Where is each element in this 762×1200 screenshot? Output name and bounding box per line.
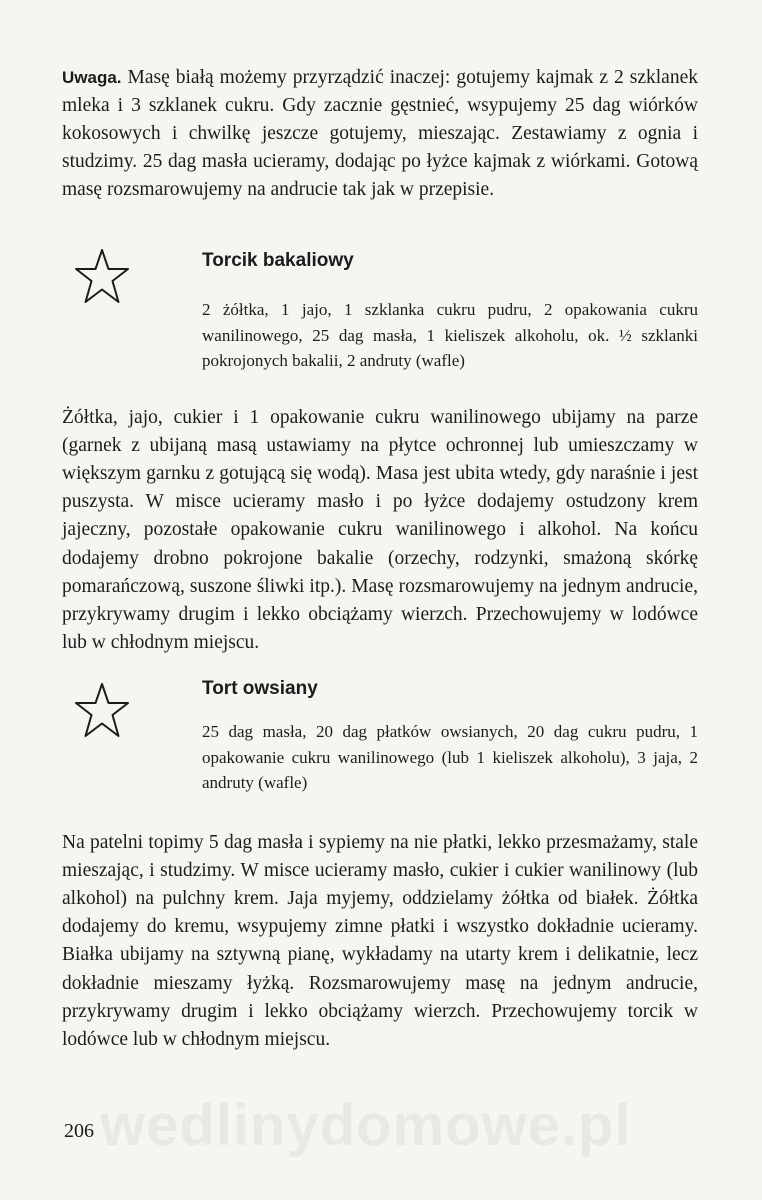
page-number: 206: [64, 1120, 94, 1142]
recipe-instructions: Żółtka, jajo, cukier i 1 opakowanie cukru wanilinowego ubijamy na parze (garnek z ubijaną masą ustawiamy na płytce ochronnej lub umieszczamy w większym garnku z gotującą się wodą). Masa jest ubita wtedy, gdy naraśnie i jest puszysta. W misce ucieramy masło i po łyżce dodajemy ostudzony krem jajeczny, pozostałe opakowanie cukru wanilinowego i alkohol. Na końcu dodajemy drobno pokrojone bakalie (orzechy, rodzynki, smażoną skórkę pomarańczową, suszone śliwki itp.). Masę rozsmarowujemy na jednym andrucie, przykrywamy drugim i lekko obciążamy wierzch. Przechowujemy w lodówce lub w chłodnym miejscu.: [62, 406, 698, 654]
recipe-ingredients: 2 żółtka, 1 jajo, 1 szklanka cukru pudru, 2 opakowania cukru wanilinowego, 25 dag masła, 1 kieliszek alkoholu, ok. ½ szklanki pokrojonych bakalii, 2 andruty (wafle): [202, 300, 698, 370]
recipe-instructions: Na patelni topimy 5 dag masła i sypiemy na nie płatki, lekko przesmażamy, stale mieszając, i studzimy. W misce ucieramy masło, cukier i cukier wanilinowy (lub alkohol) na pulchny krem. Jaja myjemy, oddzielamy żółtka od białek. Żółtka dodajemy do kremu, wsypujemy zimne płatki i wszystko dokładnie ucieramy. Białka ubijamy na sztywną pianę, wykładamy na utarty krem i delikatnie, lecz dokładnie mieszamy łyżką. Rozsmarowujemy masę na jednym andrucie, przykrywamy drugim i lekko obciążamy wierzch. Przechowujemy torcik w lodówce lub w chłodnym miejscu.: [62, 831, 698, 1050]
note-text: Masę białą możemy przyrządzić inaczej: gotujemy kajmak z 2 szklanek mleka i 3 szklanek cukru. Gdy zacznie gęstnieć, wsypujemy 25 dag wiórków kokosowych i chwilkę jeszcze gotujemy, mieszając. Zestawiamy z ognia i studzimy. 25 dag masła ucieramy, dodając po łyżce kajmak z wiórkami. Gotową masę rozsmarowujemy na andrucie tak jak w przepisie.: [62, 66, 698, 201]
watermark: wedlinydomowe.pl: [100, 1093, 632, 1158]
note-paragraph: [62, 64, 698, 205]
star-icon: [70, 680, 134, 744]
recipe-title: Torcik bakaliowy: [202, 250, 354, 271]
recipe-ingredients: 25 dag masła, 20 dag płatków owsianych, 20 dag cukru pudru, 1 opakowanie cukru wanilinowego (lub 1 kieliszek alkoholu), 3 jaja, 2 andruty (wafle): [202, 722, 698, 792]
star-icon: [70, 246, 134, 310]
recipe-title: Tort owsiany: [202, 678, 318, 699]
note-label: Uwaga.: [62, 67, 122, 87]
